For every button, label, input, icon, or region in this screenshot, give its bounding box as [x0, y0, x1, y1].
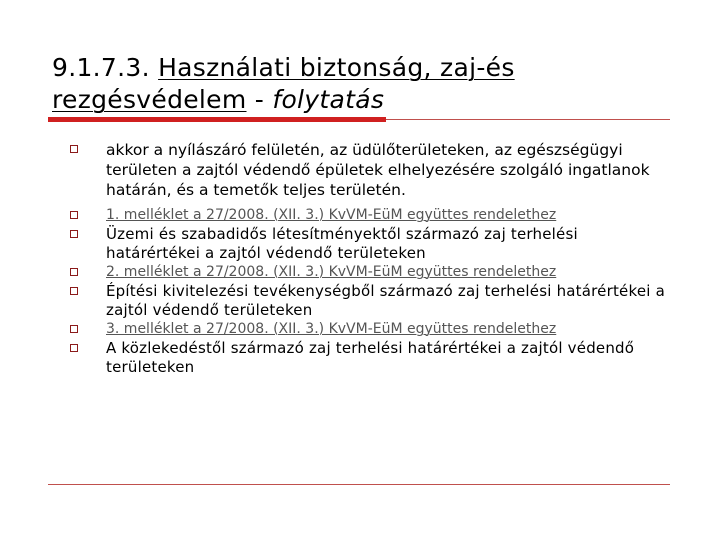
- list-item-link[interactable]: [68, 263, 668, 282]
- list-item: [68, 282, 668, 320]
- list-item-text: Építési kivitelezési tevékenységből származó zaj terhelési határértékei a zajtól védendő területeken: [106, 282, 665, 319]
- square-bullet-icon: [70, 268, 78, 276]
- title-continuation: folytatás: [272, 85, 385, 114]
- annex-1-link[interactable]: 1. melléklet a 27/2008. (XII. 3.) KvVM-EüM együttes rendelethez: [106, 207, 557, 223]
- square-bullet-icon: [70, 145, 78, 153]
- list-item: [68, 225, 668, 263]
- title-divider-accent: [48, 117, 386, 122]
- footer-divider-line: [48, 484, 670, 485]
- list-item: [68, 140, 668, 200]
- square-bullet-icon: [70, 230, 78, 238]
- square-bullet-icon: [70, 325, 78, 333]
- slide-title: [52, 52, 692, 116]
- list-item-link[interactable]: [68, 320, 668, 339]
- list-item-text: akkor a nyílászáró felületén, az üdülőterületeken, az egészségügyi területen a zajtól védendő épületek elhelyezésére szolgáló ingatlanok határán, és a temetők teljes területén.: [106, 141, 650, 199]
- square-bullet-icon: [70, 287, 78, 295]
- square-bullet-icon: [70, 344, 78, 352]
- annex-3-link[interactable]: 3. melléklet a 27/2008. (XII. 3.) KvVM-EüM együttes rendelethez: [106, 321, 557, 337]
- annex-2-link[interactable]: 2. melléklet a 27/2008. (XII. 3.) KvVM-EüM együttes rendelethez: [106, 264, 557, 280]
- list-item-link[interactable]: [68, 206, 668, 225]
- bullet-list: [68, 140, 668, 377]
- square-bullet-icon: [70, 211, 78, 219]
- list-item-text: A közlekedéstől származó zaj terhelési határértékei a zajtól védendő területeken: [106, 339, 635, 376]
- title-main: Használati biztonság, zaj-és rezgésvédelem: [52, 53, 515, 114]
- title-number: 9.1.7.3.: [52, 53, 150, 82]
- title-separator: -: [254, 85, 265, 114]
- list-item: [68, 339, 668, 377]
- list-item-text: Üzemi és szabadidős létesítményektől származó zaj terhelési határértékei a zajtól védendő területeken: [106, 225, 578, 262]
